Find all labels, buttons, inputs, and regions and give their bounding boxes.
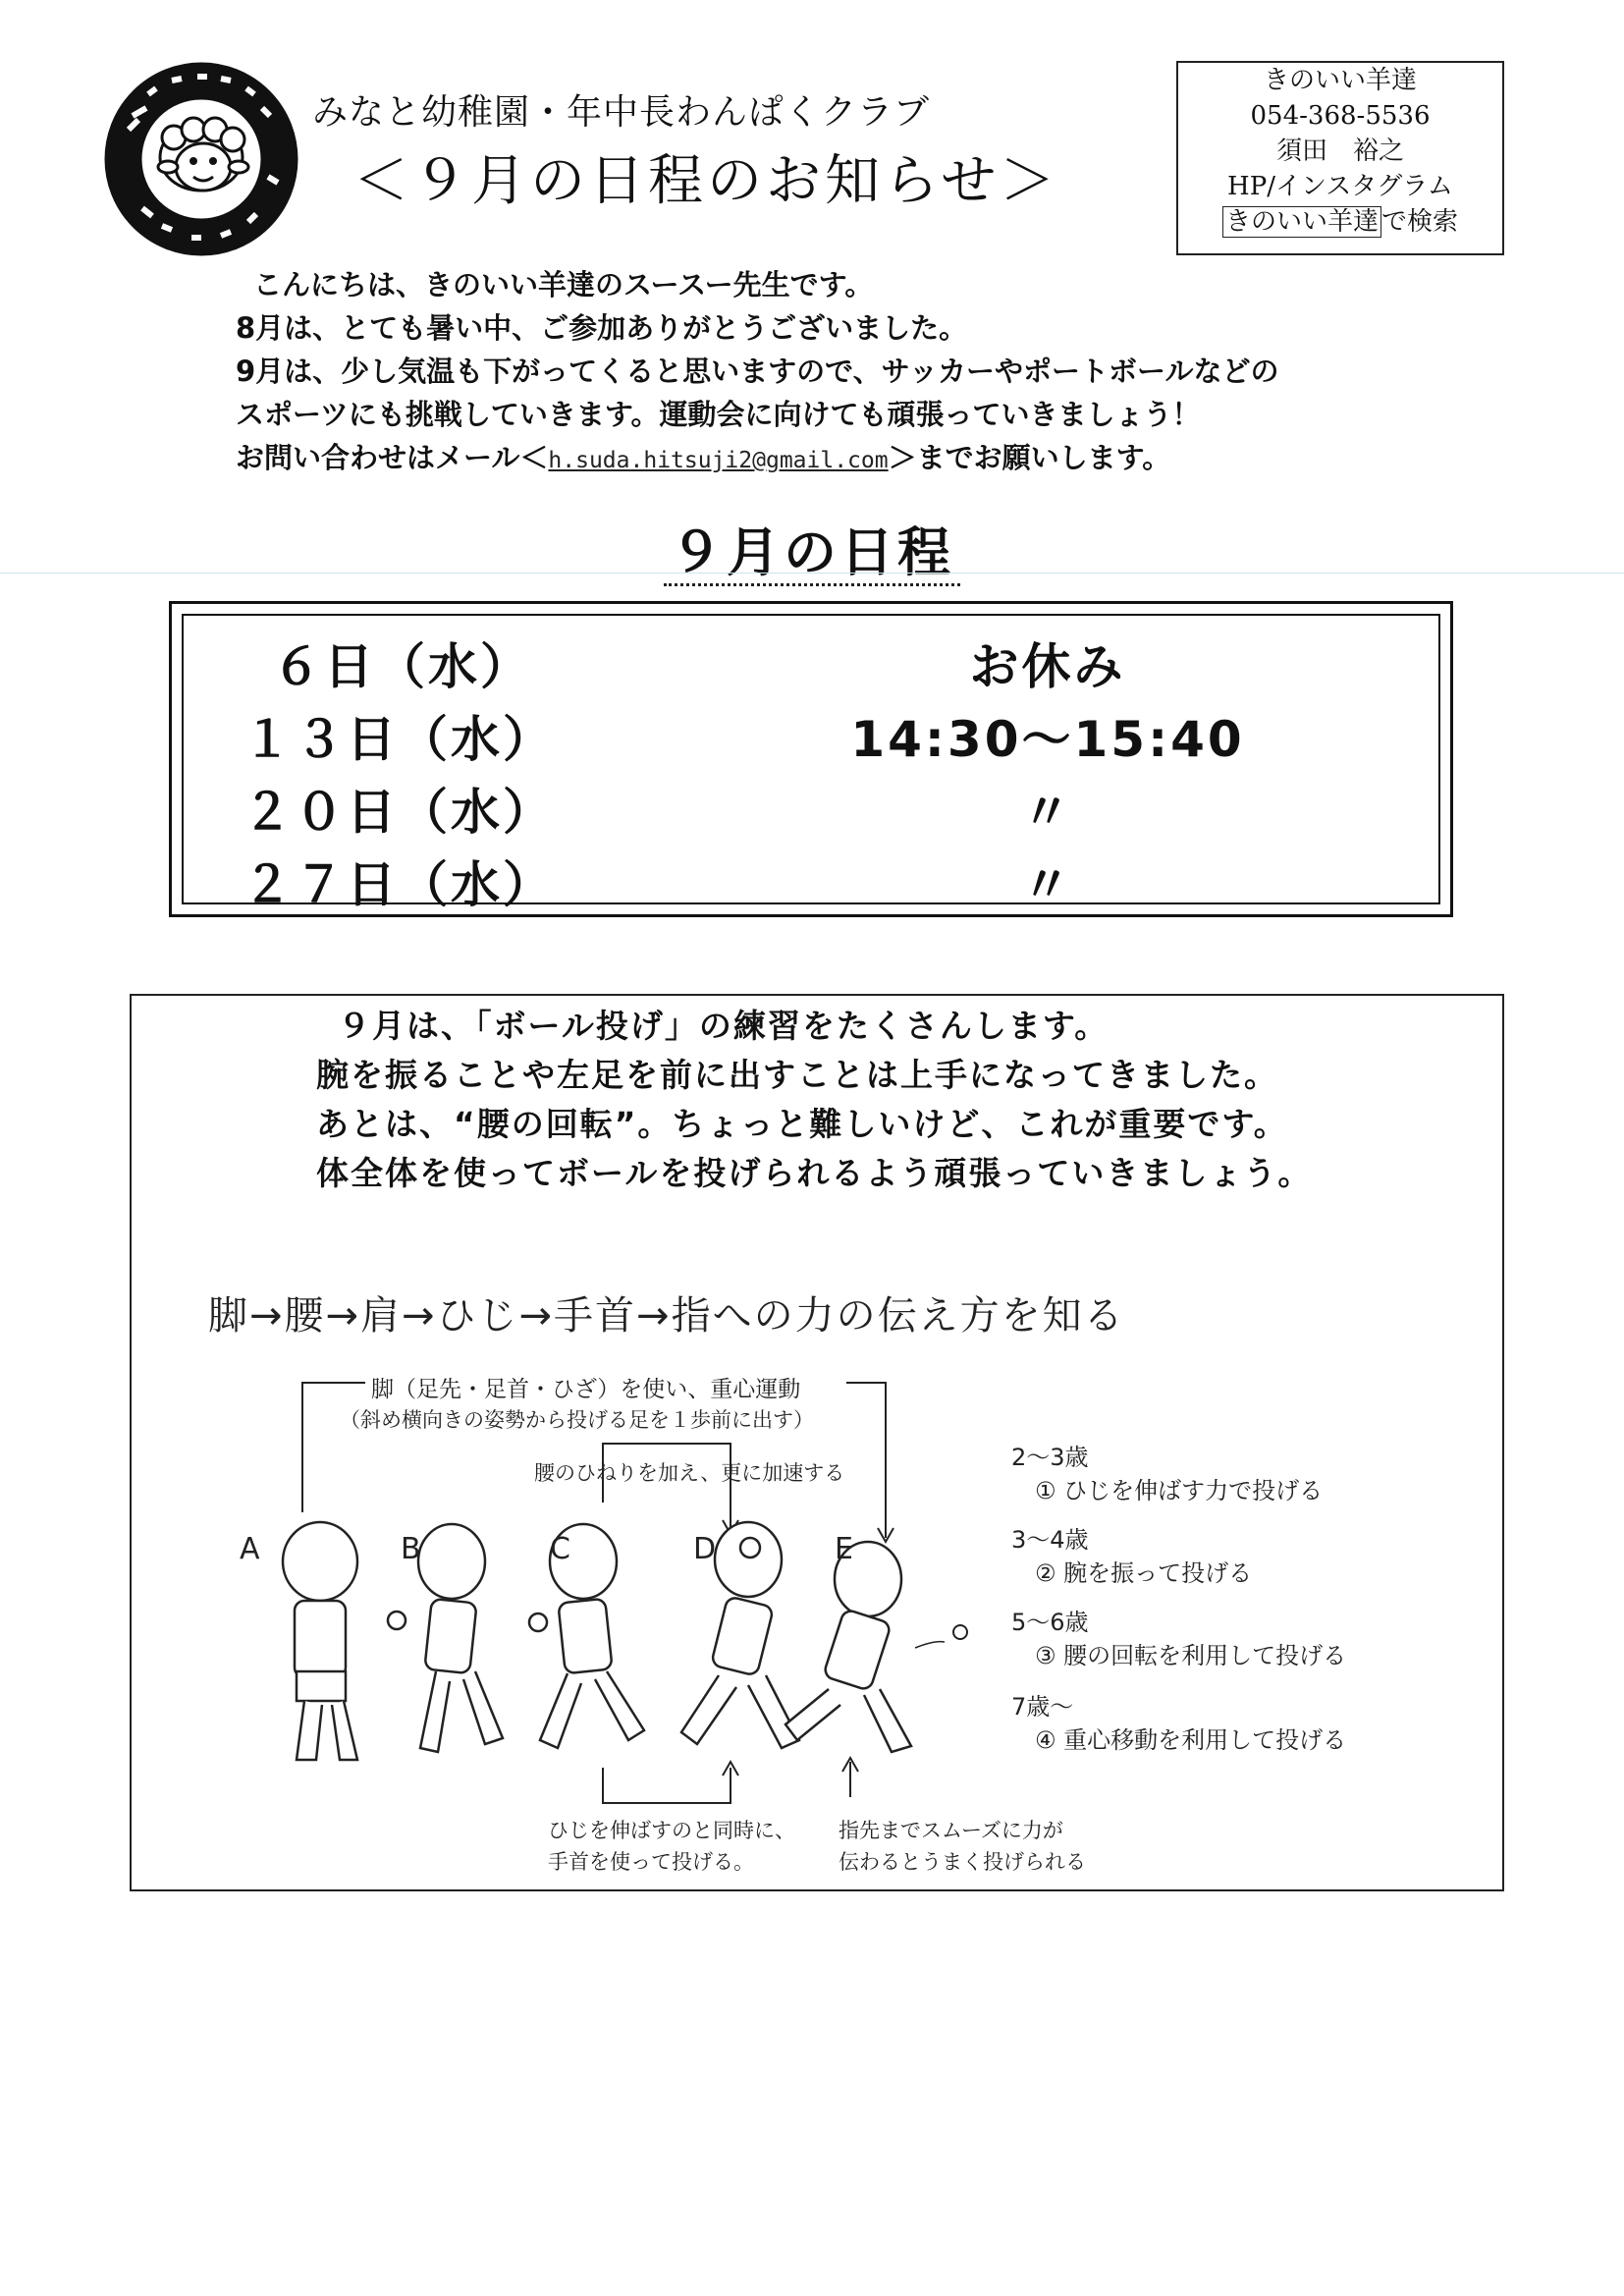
schedule-date: ６日（水） [272, 638, 532, 695]
contact-prefix: お問い合わせはメール＜ [236, 441, 549, 474]
diagram-label-elbow: ひじを伸ばすのと同時に、 [548, 1819, 795, 1842]
greeting-line: こんにちは、きのいい羊達のスースー先生です。 [253, 268, 874, 301]
schedule-row [184, 700, 1438, 773]
ball-line: 体全体を使ってボールを投げられるよう頑張っていきましょう。 [316, 1154, 1313, 1192]
contact-search [1178, 204, 1502, 240]
contact-phone: 054-368-5536 [1250, 101, 1431, 131]
age-label: 2～3歳 [1011, 1444, 1089, 1471]
age-label: 5～6歳 [1011, 1609, 1089, 1636]
diagram-label-legs: 脚（足先・足首・ひざ）を使い、重心運動 [371, 1377, 801, 1402]
diagram-label-wrist: 手首を使って投げる。 [548, 1850, 754, 1874]
figure-letter: B [401, 1532, 421, 1566]
diagram-label-fingers: 指先までスムーズに力が [839, 1819, 1063, 1842]
schedule-row [184, 628, 1438, 700]
page-title: ＜９月の日程のお知らせ＞ [353, 149, 1059, 213]
org-name: みなと幼稚園・年中長わんぱくクラブ [312, 92, 931, 133]
figure-letter: A [240, 1532, 260, 1566]
ball-line: 腕を振ることや左足を前に出すことは上手になってきました。 [316, 1056, 1278, 1094]
greeting-line: スポーツにも挑戦していきます。運動会に向けても頑張っていきましょう！ [236, 398, 1201, 431]
schedule-date: ２０日（水） [243, 784, 555, 841]
diagram-label-hip: 腰のひねりを加え、更に加速する [534, 1461, 845, 1485]
ball-line: ９月は、「ボール投げ」の練習をたくさんします。 [338, 1007, 1110, 1045]
age-desc: ③ 腰の回転を利用して投げる [1035, 1642, 1347, 1669]
diagram-lines [130, 1355, 1504, 1886]
force-chain-heading: 脚→腰→肩→ひじ→手首→指への力の伝え方を知る [208, 1293, 1125, 1339]
email-link[interactable]: h.suda.hitsuji2@gmail.com [548, 448, 889, 473]
throwing-diagram [130, 1355, 1504, 1886]
figure-letter: C [550, 1532, 570, 1566]
greeting-line: 9月は、少し気温も下がってくると思いますので、サッカーやポートボールなどの [236, 355, 1279, 388]
age-desc: ② 腕を振って投げる [1035, 1559, 1253, 1587]
contact-person: 須田 裕之 [1275, 137, 1404, 166]
schedule-row [184, 773, 1438, 846]
age-label: 7歳～ [1011, 1693, 1074, 1721]
age-label: 3～4歳 [1011, 1526, 1089, 1554]
contact-box [1176, 61, 1504, 255]
schedule-time: 14:30～15:40 [850, 711, 1245, 768]
schedule-heading-text: ９月の日程 [664, 521, 960, 586]
schedule-heading [0, 511, 1624, 586]
contact-name: きのいい羊達 [1263, 66, 1417, 95]
diagram-label-stance: （斜め横向きの姿勢から投げる足を１歩前に出す） [340, 1408, 814, 1432]
greeting-line: 8月は、とても暑い中、ご参加ありがとうございました。 [236, 311, 968, 345]
schedule-time: 〃 [1021, 856, 1074, 913]
schedule-date: ２７日（水） [243, 856, 555, 913]
club-logo [103, 61, 299, 257]
search-suffix: で検索 [1381, 207, 1459, 237]
ball-throw-text [316, 1002, 1312, 1198]
schedule-table [169, 601, 1453, 917]
contact-hp: HP/インスタグラム [1227, 172, 1453, 201]
contact-suffix: ＞までお願いします。 [888, 441, 1171, 474]
greeting-text [236, 263, 1278, 482]
search-term: きのいい羊達 [1222, 206, 1381, 238]
greeting-line-contact [236, 436, 1278, 482]
figure-letter: D [693, 1532, 717, 1566]
ball-line: あとは、“腰の回転”。ちょっと難しいけど、これが重要です。 [316, 1105, 1288, 1143]
schedule-time: 〃 [1021, 784, 1074, 841]
schedule-row [184, 846, 1438, 918]
schedule-time: お休み [969, 638, 1126, 695]
schedule-date: １３日（水） [243, 711, 555, 768]
fold-line [0, 573, 1624, 574]
age-desc: ④ 重心移動を利用して投げる [1035, 1726, 1347, 1754]
figure-letter: E [835, 1532, 853, 1566]
age-desc: ① ひじを伸ばす力で投げる [1035, 1477, 1324, 1504]
diagram-label-smooth: 伝わるとうまく投げられる [839, 1850, 1086, 1874]
